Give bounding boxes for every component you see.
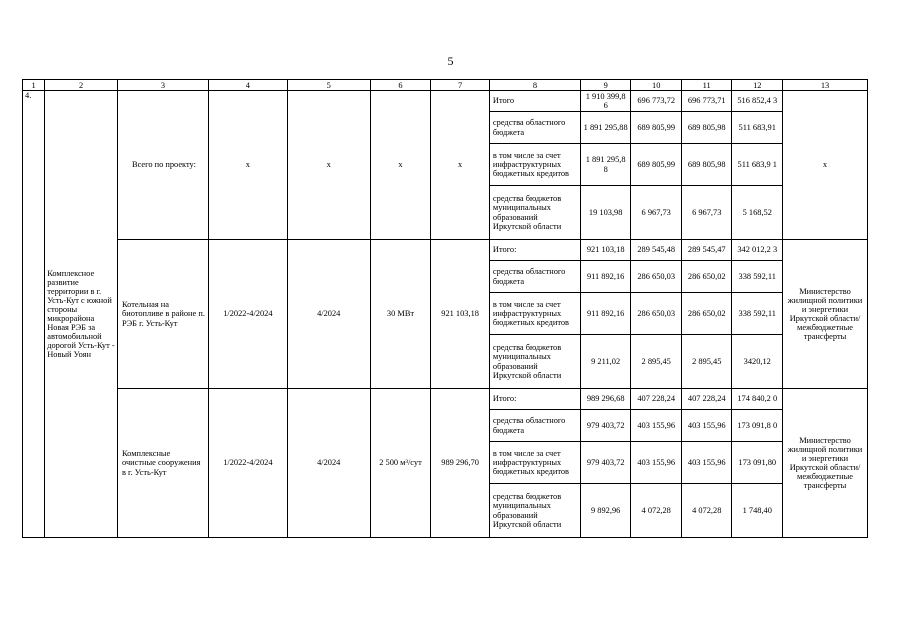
budget-table [22, 79, 868, 538]
value-cell: 403 155,96 [631, 442, 682, 484]
value-cell: 403 155,96 [681, 442, 732, 484]
value-cell: 979 403,72 [580, 410, 631, 442]
value-cell: 173 091,80 [732, 442, 783, 484]
funding-label: Итого: [489, 389, 580, 410]
header-cell: 4 [208, 80, 287, 91]
value-cell: 342 012,2 3 [732, 240, 783, 261]
value-cell: 911 892,16 [580, 293, 631, 335]
value-cell: 407 228,24 [631, 389, 682, 410]
value-cell: 289 545,48 [631, 240, 682, 261]
capacity-cell: х [370, 91, 431, 240]
deadline-cell: 4/2024 [287, 389, 370, 538]
value-cell: 511 683,91 [732, 112, 783, 144]
value-cell: 1 910 399,8 6 [580, 91, 631, 112]
header-cell: 2 [45, 80, 118, 91]
header-cell: 12 [732, 80, 783, 91]
funding-label: средства бюджетов муниципальных образований Иркутской области [489, 186, 580, 240]
table-row [23, 91, 868, 112]
cost-cell: х [431, 91, 490, 240]
value-cell: 289 545,47 [681, 240, 732, 261]
value-cell: 989 296,68 [580, 389, 631, 410]
value-cell: 4 072,28 [681, 484, 732, 538]
funding-label: средства областного бюджета [489, 261, 580, 293]
value-cell: 338 592,11 [732, 261, 783, 293]
value-cell: 1 748,40 [732, 484, 783, 538]
funding-label: средства областного бюджета [489, 410, 580, 442]
funding-label: Итого: [489, 240, 580, 261]
value-cell: 1 891 295,8 8 [580, 144, 631, 186]
header-cell: 7 [431, 80, 490, 91]
header-cell: 8 [489, 80, 580, 91]
capacity-cell: 30 МВт [370, 240, 431, 389]
period-cell: 1/2022-4/2024 [208, 240, 287, 389]
value-cell: 689 805,99 [631, 144, 682, 186]
header-cell: 13 [783, 80, 868, 91]
funding-label: в том числе за счет инфраструктурных бюджетных кредитов [489, 293, 580, 335]
capacity-cell: 2 500 м³/сут [370, 389, 431, 538]
header-cell: 3 [118, 80, 209, 91]
value-cell: 2 895,45 [631, 335, 682, 389]
value-cell: 2 895,45 [681, 335, 732, 389]
funding-label: Итого [489, 91, 580, 112]
cost-cell: 921 103,18 [431, 240, 490, 389]
value-cell: 9 892,96 [580, 484, 631, 538]
value-cell: 6 967,73 [631, 186, 682, 240]
value-cell: 511 683,9 1 [732, 144, 783, 186]
object-name: Всего по проекту: [118, 91, 209, 240]
value-cell: 286 650,03 [631, 293, 682, 335]
project-name: Комплексное развитие территории в г. Усть-Кут с южной стороны микрорайона Новая РЭБ за автомобильной дорогой Усть-Кут - Новый Уоян [45, 91, 118, 538]
row-number: 4. [23, 91, 45, 538]
value-cell: 19 103,98 [580, 186, 631, 240]
value-cell: 3420,12 [732, 335, 783, 389]
value-cell: 979 403,72 [580, 442, 631, 484]
value-cell: 5 168,52 [732, 186, 783, 240]
value-cell: 286 650,02 [681, 261, 732, 293]
executor-cell: Министерство жилищной политики и энергетики Иркутской области/ межбюджетные трансферты [783, 240, 868, 389]
funding-label: средства бюджетов муниципальных образований Иркутской области [489, 335, 580, 389]
value-cell: 403 155,96 [681, 410, 732, 442]
table-row [23, 240, 868, 261]
deadline-cell: 4/2024 [287, 240, 370, 389]
value-cell: 6 967,73 [681, 186, 732, 240]
value-cell: 1 891 295,88 [580, 112, 631, 144]
funding-label: средства областного бюджета [489, 112, 580, 144]
header-cell: 9 [580, 80, 631, 91]
value-cell: 403 155,96 [631, 410, 682, 442]
value-cell: 516 852,4 3 [732, 91, 783, 112]
executor-cell: х [783, 91, 868, 240]
cost-cell: 989 296,70 [431, 389, 490, 538]
value-cell: 689 805,98 [681, 112, 732, 144]
period-cell: х [208, 91, 287, 240]
value-cell: 921 103,18 [580, 240, 631, 261]
value-cell: 173 091,8 0 [732, 410, 783, 442]
value-cell: 338 592,11 [732, 293, 783, 335]
value-cell: 911 892,16 [580, 261, 631, 293]
value-cell: 689 805,99 [631, 112, 682, 144]
value-cell: 9 211,02 [580, 335, 631, 389]
value-cell: 174 840,2 0 [732, 389, 783, 410]
executor-cell: Министерство жилищной политики и энергетики Иркутской области/ межбюджетные трансферты [783, 389, 868, 538]
deadline-cell: х [287, 91, 370, 240]
header-cell: 5 [287, 80, 370, 91]
value-cell: 696 773,71 [681, 91, 732, 112]
funding-label: в том числе за счет инфраструктурных бюджетных кредитов [489, 442, 580, 484]
value-cell: 407 228,24 [681, 389, 732, 410]
header-cell: 1 [23, 80, 45, 91]
object-name: Котельная на биотопливе в районе п. РЭБ г. Усть-Кут [118, 240, 209, 389]
value-cell: 4 072,28 [631, 484, 682, 538]
value-cell: 286 650,02 [681, 293, 732, 335]
table-row [23, 389, 868, 410]
header-cell: 11 [681, 80, 732, 91]
value-cell: 286 650,03 [631, 261, 682, 293]
page-number: 5 [447, 54, 454, 68]
value-cell: 689 805,98 [681, 144, 732, 186]
period-cell: 1/2022-4/2024 [208, 389, 287, 538]
object-name: Комплексные очистные сооружения в г. Усть-Кут [118, 389, 209, 538]
header-row [23, 80, 868, 91]
funding-label: в том числе за счет инфраструктурных бюджетных кредитов [489, 144, 580, 186]
header-cell: 10 [631, 80, 682, 91]
header-cell: 6 [370, 80, 431, 91]
funding-label: средства бюджетов муниципальных образований Иркутской области [489, 484, 580, 538]
value-cell: 696 773,72 [631, 91, 682, 112]
